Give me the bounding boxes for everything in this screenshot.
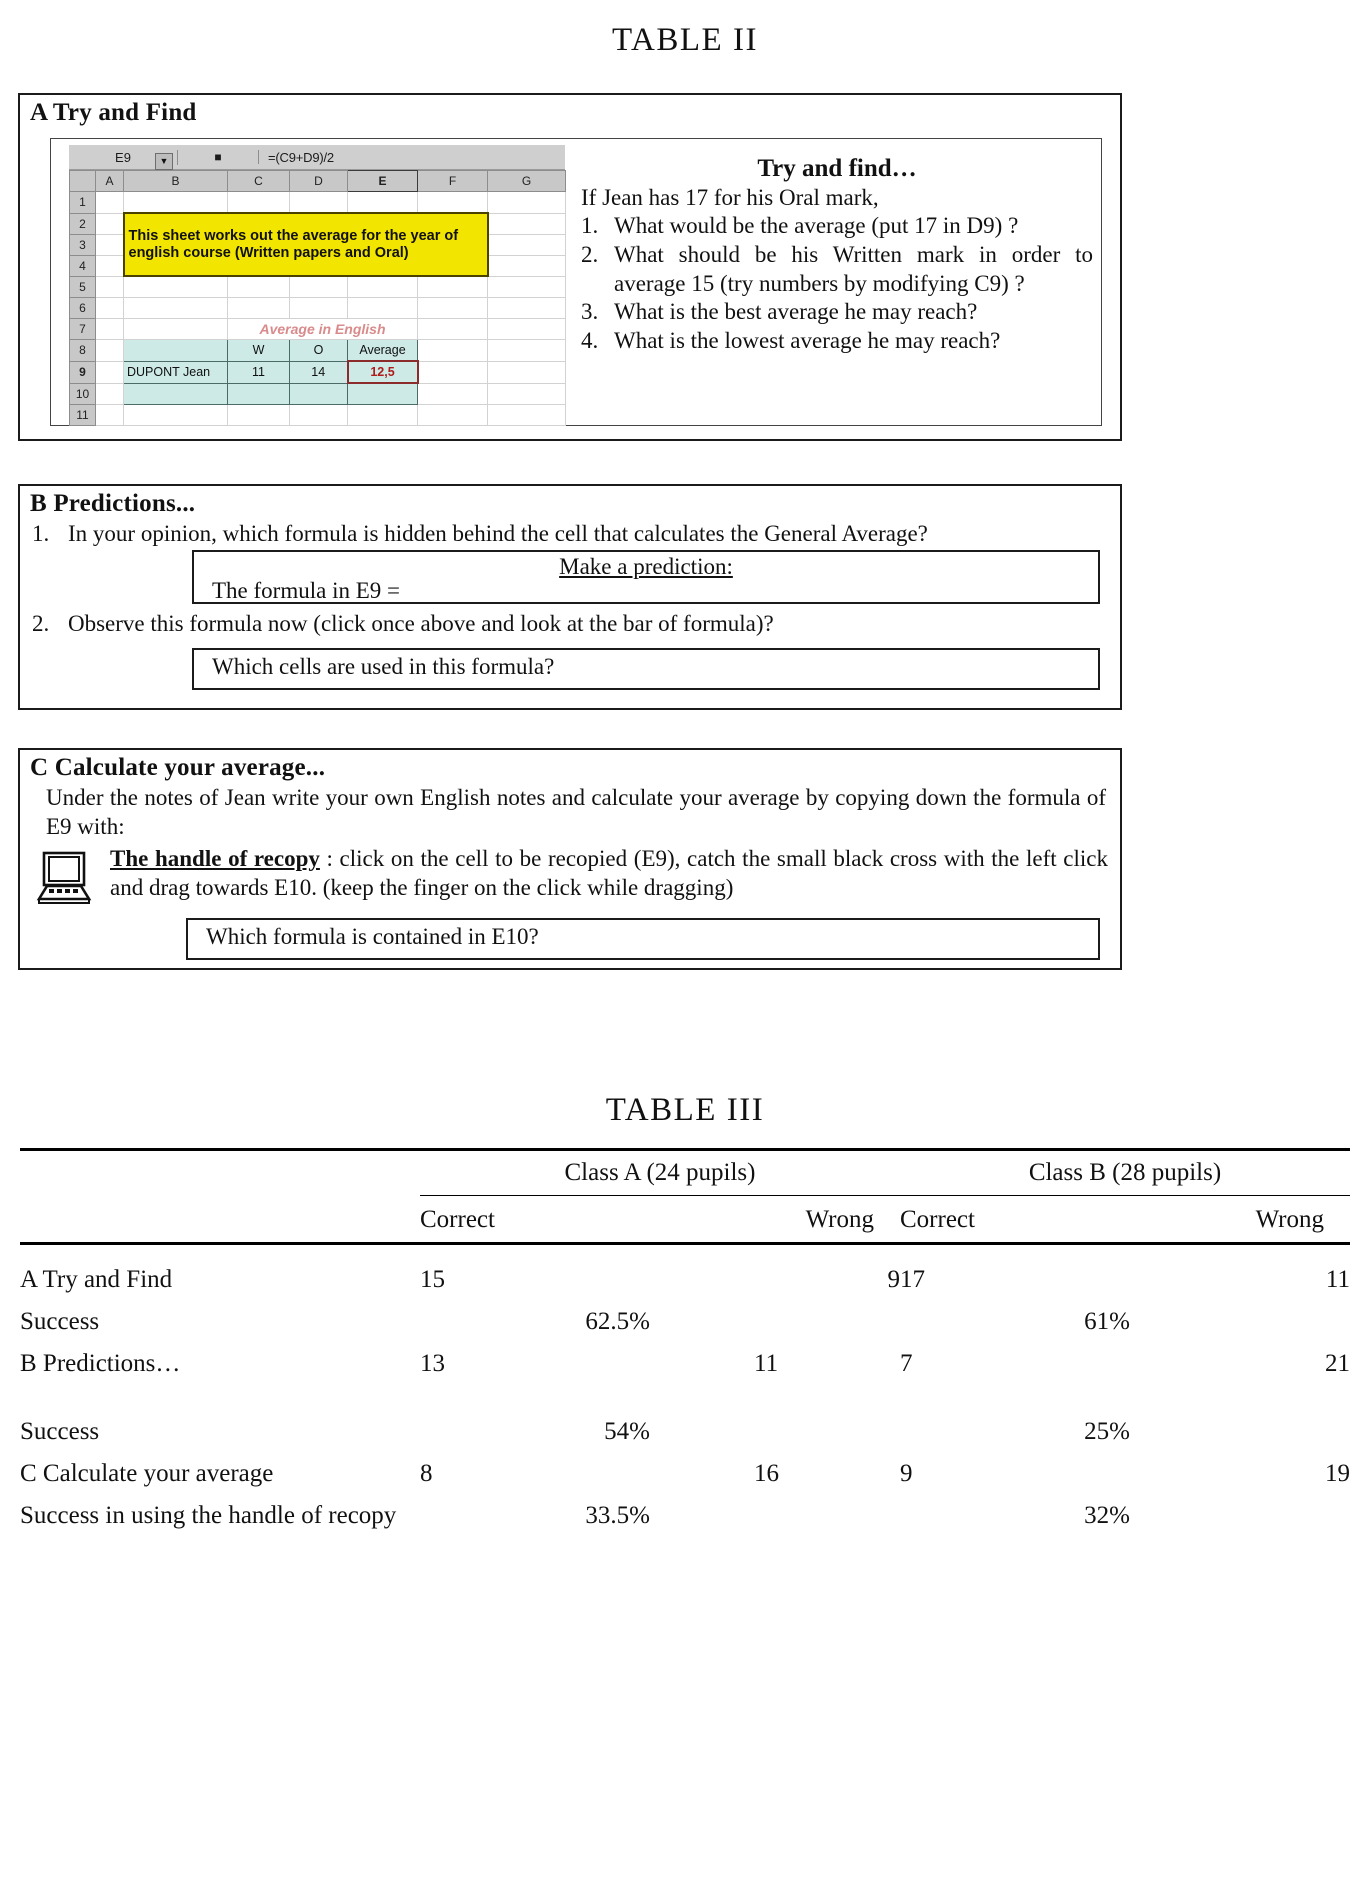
cell-e1[interactable] [348,192,418,214]
row-header-7[interactable]: 7 [70,319,96,340]
spreadsheet-row-11 [70,405,566,426]
cell-g10[interactable] [488,383,566,405]
cell-d5[interactable] [290,276,348,298]
cell-a2[interactable] [96,213,124,234]
try-and-find-question [581,241,1093,299]
spreadsheet-row-2 [70,213,566,234]
cell-b7[interactable] [124,319,228,340]
row-value: 61% [1084,1308,1130,1335]
cell-g1[interactable] [488,192,566,214]
header-average[interactable]: Average [348,340,418,362]
sub-header-blank [20,1196,420,1244]
cell-c6[interactable] [228,298,290,319]
row-value: 54% [604,1418,650,1445]
column-header-g[interactable]: G [488,171,566,192]
formula-bar-value[interactable]: =(C9+D9)/2 [268,149,334,165]
cell-f7[interactable] [418,319,488,340]
cell-b5[interactable] [124,276,228,298]
row-value: 8 [420,1460,433,1487]
question-number: 1. [32,521,50,546]
cell-a5[interactable] [96,276,124,298]
cell-c9-written[interactable]: 11 [228,361,290,383]
spreadsheet-grid [69,170,565,426]
cell-f1[interactable] [418,192,488,214]
formula-e10-prompt: Which formula is contained in E10? [206,924,539,949]
equals-button[interactable]: ■ [178,150,259,164]
cell-a11[interactable] [96,405,124,426]
computer-icon [36,845,110,910]
row-label: B Predictions… [20,1350,181,1377]
cell-a1[interactable] [96,192,124,214]
row-header-4[interactable]: 4 [70,255,96,276]
sheet-note-cell[interactable]: This sheet works out the average for the year of english course (Written papers and Oral) [124,213,488,276]
row-header-1[interactable]: 1 [70,192,96,214]
try-and-find-questions [581,212,1093,356]
spreadsheet-row-7 [70,319,566,340]
question-number: 2. [581,241,599,267]
cell-e9-average[interactable]: 12,5 [348,361,418,383]
question-number: 4. [581,328,599,354]
row-header-5[interactable]: 5 [70,276,96,298]
cell-a10[interactable] [96,383,124,405]
row-value [1130,1301,1350,1343]
column-header-e[interactable]: E [348,171,418,192]
row-value [650,1411,900,1453]
question-text: What is the best average he may reach? [614,299,978,325]
row-value: 11 [1325,1266,1350,1293]
name-box[interactable] [69,150,178,165]
row-label: Success [20,1418,100,1445]
chevron-down-icon[interactable]: ▼ [155,153,173,170]
section-a-try-and-find [18,93,1122,441]
section-b-predictions [18,484,1122,710]
question-text: What is the lowest average he may reach? [614,328,1001,354]
row-label: A Try and Find [20,1266,173,1293]
row-header-9[interactable]: 9 [70,361,96,383]
cell-f8[interactable] [418,340,488,362]
question-number: 3. [581,299,599,325]
question-number: 2. [32,611,50,636]
try-and-find-question [581,298,1093,327]
cell-c5[interactable] [228,276,290,298]
section-c-body [20,841,1120,910]
handle-of-recopy-text: : click on the cell to be recopied (E9), catch the small black cross with the left click and drag towards E10. (keep the finger on the click while dragging) [110,846,1108,900]
table3-group-header-row [20,1150,1350,1196]
cell-b10[interactable] [124,383,228,405]
row-value: 13 [420,1350,445,1377]
cell-b1[interactable] [124,192,228,214]
row-value [1130,1411,1350,1453]
which-cells-answer-box[interactable] [192,648,1100,690]
row-value: 16 [754,1460,779,1487]
question-text: What should be his Written mark in order to average 15 (try numbers by modifying C9) ? [614,241,1093,296]
cell-b11[interactable] [124,405,228,426]
section-c-intro: Under the notes of Jean write your own English notes and calculate your average by copying down the formula of E9 with: [46,785,1106,839]
group-header-class-b: Class B (28 pupils) [900,1150,1350,1196]
cell-g6[interactable] [488,298,566,319]
spreadsheet-mock [69,145,565,422]
question-number: 1. [581,213,599,239]
table3-title: TABLE III [605,1092,765,1128]
cell-b8[interactable] [124,340,228,362]
row-header-8[interactable]: 8 [70,340,96,362]
section-b-question-2 [20,610,774,638]
try-and-find-title: Try and find… [757,155,917,182]
row-value: 9 [900,1460,913,1487]
column-header-b[interactable]: B [124,171,228,192]
cell-c10[interactable] [228,383,290,405]
sub-header-a-correct: Correct [420,1196,650,1244]
row-label: C Calculate your average [20,1460,274,1487]
sub-header-a-wrong: Wrong [650,1196,900,1244]
row-label: Success in using the handle of recopy [20,1501,397,1529]
row-header-11[interactable]: 11 [70,405,96,426]
spreadsheet-row-8 [70,340,566,362]
cell-f6[interactable] [418,298,488,319]
corner-cell[interactable] [70,171,96,192]
row-value: 17 [900,1266,925,1293]
cell-d6[interactable] [290,298,348,319]
results-table [20,1148,1350,1537]
cell-a3[interactable] [96,234,124,255]
row-header-2[interactable]: 2 [70,213,96,234]
group-header-class-a: Class A (24 pupils) [420,1150,900,1196]
column-header-d[interactable]: D [290,171,348,192]
row-header-6[interactable]: 6 [70,298,96,319]
table-row [20,1244,1350,1260]
column-header-row [70,171,566,192]
spreadsheet-row-10 [70,383,566,405]
cell-d1[interactable] [290,192,348,214]
row-value: 33.5% [585,1502,650,1529]
cell-d11[interactable] [290,405,348,426]
question-text: Observe this formula now (click once above and look at the bar of formula)? [68,611,774,636]
row-value: 32% [1084,1502,1130,1529]
cell-f5[interactable] [418,276,488,298]
table-row [20,1411,1350,1453]
cell-f10[interactable] [418,383,488,405]
spreadsheet-formula-bar [69,145,565,170]
table-row [20,1453,1350,1495]
section-c-calculate-average [18,748,1122,970]
cell-g5[interactable] [488,276,566,298]
cell-a4[interactable] [96,255,124,276]
group-header-blank [20,1150,420,1196]
name-box-value: E9 [115,149,131,165]
cell-e6[interactable] [348,298,418,319]
spreadsheet-table [69,170,566,426]
row-value: 62.5% [585,1308,650,1335]
section-b-question-1 [20,520,1120,548]
cell-g8[interactable] [488,340,566,362]
header-written[interactable]: W [228,340,290,362]
cell-e10[interactable] [348,383,418,405]
average-in-english-title[interactable]: Average in English [228,319,418,340]
row-header-10[interactable]: 10 [70,383,96,405]
row-value: 9 [887,1266,900,1293]
question-text: In your opinion, which formula is hidden behind the cell that calculates the General Average? [68,521,928,546]
table-row [20,1301,1350,1343]
cell-g4[interactable] [488,255,566,276]
cell-a9[interactable] [96,361,124,383]
try-and-find-question [581,212,1093,241]
table-row [20,1495,1350,1537]
table-row [20,1343,1350,1385]
spreadsheet-row-5 [70,276,566,298]
cell-g9[interactable] [488,361,566,383]
prediction-answer-box[interactable] [192,550,1100,604]
section-b-heading: B Predictions... [30,490,196,517]
handle-of-recopy-paragraph [110,845,1108,910]
question-text: What would be the average (put 17 in D9) ? [614,213,1019,239]
table3-sub-header-row [20,1196,1350,1244]
cell-g7[interactable] [488,319,566,340]
make-a-prediction-label: Make a prediction: [559,554,733,579]
formula-e9-prompt: The formula in E9 = [212,578,400,603]
column-header-c[interactable]: C [228,171,290,192]
try-and-find-lead: If Jean has 17 for his Oral mark, [581,185,879,210]
header-oral[interactable]: O [290,340,348,362]
cell-g11[interactable] [488,405,566,426]
column-header-f[interactable]: F [418,171,488,192]
cell-f9[interactable] [418,361,488,383]
cell-d10[interactable] [290,383,348,405]
cell-a6[interactable] [96,298,124,319]
sub-header-b-wrong: Wrong [1130,1196,1350,1244]
section-a-inner-frame [50,138,1102,426]
which-cells-prompt: Which cells are used in this formula? [212,654,555,679]
table-row [20,1259,1350,1301]
column-header-a[interactable]: A [96,171,124,192]
spacer [20,1385,1350,1411]
try-and-find-panel [581,155,1093,356]
spreadsheet-row-9 [70,361,566,383]
row-value: 25% [1084,1418,1130,1445]
spreadsheet-row-6 [70,298,566,319]
section-a-heading: A Try and Find [30,99,197,126]
row-value [650,1301,900,1343]
row-value [650,1495,900,1537]
cell-c11[interactable] [228,405,290,426]
row-label: Success [20,1308,100,1335]
formula-e10-answer-box[interactable] [186,918,1100,960]
row-value: 21 [1325,1350,1350,1377]
row-value [1130,1495,1350,1537]
cell-e11[interactable] [348,405,418,426]
table2-title: TABLE II [612,22,758,58]
cell-f11[interactable] [418,405,488,426]
handle-of-recopy-label: The handle of recopy [110,846,320,872]
spreadsheet-row-1 [70,192,566,214]
sub-header-b-correct: Correct [900,1196,1130,1244]
row-value: 11 [754,1350,779,1377]
row-value: 7 [900,1350,913,1377]
row-header-3[interactable]: 3 [70,234,96,255]
cell-d9-oral[interactable]: 14 [290,361,348,383]
cell-a8[interactable] [96,340,124,362]
cell-g3[interactable] [488,234,566,255]
cell-b9-student-name[interactable]: DUPONT Jean [124,361,228,383]
table-spacer-row [20,1385,1350,1411]
cell-e5[interactable] [348,276,418,298]
cell-b6[interactable] [124,298,228,319]
cell-g2[interactable] [488,213,566,234]
row-value: 19 [1325,1460,1350,1487]
cell-c1[interactable] [228,192,290,214]
row-value: 15 [420,1266,445,1293]
try-and-find-question [581,327,1093,356]
section-c-heading: C Calculate your average... [30,754,326,781]
cell-a7[interactable] [96,319,124,340]
